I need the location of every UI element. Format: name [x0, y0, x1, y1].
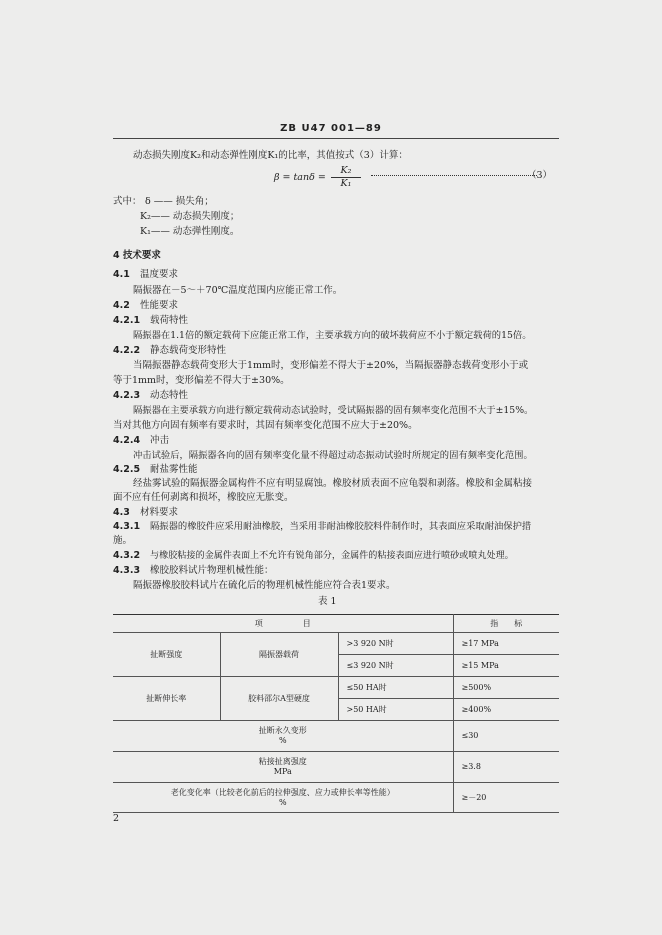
clause-title: 温度要求 — [140, 269, 179, 280]
row-value: ≥400% — [453, 699, 559, 721]
clause-title: 静态载荷变形特性 — [150, 345, 227, 356]
table-row — [113, 752, 559, 783]
clause-text: 隔振器在主要承载方向进行额定载荷动态试验时，受试隔振器的固有频率变化范围不大于±15%。 — [133, 405, 534, 416]
formula-denominator: K₁ — [340, 178, 352, 189]
row-name — [113, 752, 453, 783]
clause-number: 4.2 — [113, 300, 130, 311]
header-rule — [113, 138, 559, 139]
formula-fraction — [331, 165, 361, 189]
row-unit: MPa — [273, 767, 292, 776]
standard-code-header: ZB U47 001—89 — [280, 123, 382, 134]
clause-text: 施。 — [113, 535, 133, 546]
clause-number: 4.2.2 — [113, 345, 141, 356]
table-row — [113, 677, 559, 699]
row-subcondition: >3 920 N时 — [338, 633, 453, 655]
formula-lhs: β = tanδ = — [274, 172, 326, 183]
table-row — [113, 783, 559, 813]
row-condition: 隔振器载荷 — [220, 633, 338, 677]
where-item: δ —— 损失角； — [145, 196, 214, 207]
clause-number: 4.2.5 — [113, 464, 141, 475]
formula-number: （3） — [527, 170, 553, 181]
row-name-line: 粘接扯离强度 — [258, 757, 307, 766]
table-header-row — [113, 615, 559, 633]
where-item: K₂—— 动态损失刚度； — [140, 211, 240, 222]
row-subcondition: >50 HA时 — [338, 699, 453, 721]
clause-title: 载荷特性 — [150, 315, 189, 326]
paragraph-ratio: 动态损失刚度K₂和动态弹性刚度K₁的比率，其值按式（3）计算： — [133, 150, 408, 161]
clause-title: 性能要求 — [140, 300, 179, 311]
clause-text: 面不应有任何剥离和损坏，橡胶应无胀变。 — [113, 492, 294, 503]
clause-number: 4.3.1 — [113, 521, 141, 532]
table-row — [113, 633, 559, 655]
row-value: ≥15 MPa — [453, 655, 559, 677]
row-name: 扯断强度 — [113, 633, 220, 677]
clause-number: 4.1 — [113, 269, 130, 280]
clause-number: 4.2.3 — [113, 390, 141, 401]
clause-number: 4.2.1 — [113, 315, 141, 326]
spec-table — [113, 614, 559, 813]
formula-numerator: K₂ — [331, 165, 361, 178]
clause-text: 隔振器在－5～＋70℃温度范围内应能正常工作。 — [133, 285, 343, 296]
row-name — [113, 721, 453, 752]
clause-text: 经盐雾试验的隔振器金属构件不应有明显腐蚀。橡胶材质表面不应龟裂和剥落。橡胶和金属粘接 — [133, 478, 533, 489]
row-condition: 胶料邵尔A型硬度 — [220, 677, 338, 721]
clause-text: 与橡胶粘接的金属件表面上不允许有锐角部分，金属件的粘接表面应进行喷砂或喷丸处理。 — [150, 551, 514, 561]
clause-text: 等于1mm时，变形偏差不得大于±30%。 — [113, 375, 290, 386]
row-name-line: 扯断永久变形 — [258, 726, 307, 735]
page-number: 2 — [113, 813, 120, 824]
clause-number: 4.2.4 — [113, 435, 141, 446]
row-name: 扯断伸长率 — [113, 677, 220, 721]
where-prefix: 式中： — [113, 196, 142, 207]
clause-title: 材料要求 — [140, 507, 179, 518]
clause-title: 动态特性 — [150, 390, 189, 401]
row-name-line: 老化变化率（比较老化前后的拉伸强度、应力或伸长率等性能） — [170, 787, 395, 797]
row-name — [113, 783, 453, 813]
clause-text: 隔振器的橡胶件应采用耐油橡胶，当采用非耐油橡胶胶料件制作时，其表面应采取耐油保护措 — [150, 521, 532, 532]
table-row — [113, 721, 559, 752]
clause-title: 冲击 — [150, 435, 170, 446]
header-index: 指 标 — [453, 615, 559, 633]
row-value: ≥17 MPa — [453, 633, 559, 655]
row-value: ≥500% — [453, 677, 559, 699]
row-value: ≤30 — [453, 721, 559, 752]
row-unit: % — [278, 736, 287, 745]
clause-number: 4.3 — [113, 507, 130, 518]
row-subcondition: ≤50 HA时 — [338, 677, 453, 699]
clause-text: 当对其他方向固有频率有要求时，其固有频率变化范围不应大于±20%。 — [113, 420, 418, 431]
clause-title: 耐盐雾性能 — [150, 464, 198, 475]
header-item: 项 目 — [113, 615, 453, 633]
clause-title: 橡胶胶料试片物理机械性能： — [150, 565, 274, 576]
clause-number: 4.3.2 — [113, 550, 141, 561]
row-value: ≥3.8 — [453, 752, 559, 783]
row-value: ≥－20 — [453, 783, 559, 813]
clause-number: 4.3.3 — [113, 565, 141, 576]
clause-text: 隔振器橡胶胶料试片在硫化后的物理机械性能应符合表1要求。 — [133, 580, 396, 591]
clause-text: 当隔振器静态载荷变形大于1mm时，变形偏差不得大于±20%，当隔振器静态载荷变形小于或 — [133, 360, 529, 371]
clause-text: 冲击试验后，隔振器各向的固有频率变化量不得超过动态振动试验时所规定的固有频率变化范围。 — [133, 450, 533, 461]
row-unit: % — [278, 797, 287, 807]
table-caption: 表 1 — [318, 596, 337, 607]
section-4-title: 4 技术要求 — [113, 250, 161, 261]
where-item: K₁—— 动态弹性刚度。 — [140, 226, 240, 237]
clause-text: 隔振器在1.1倍的额定载荷下应能正常工作，主要承载方向的破坏载荷应不小于额定载荷的15倍。 — [133, 330, 532, 341]
formula-leader-dots — [371, 175, 537, 176]
row-subcondition: ≤3 920 N时 — [338, 655, 453, 677]
